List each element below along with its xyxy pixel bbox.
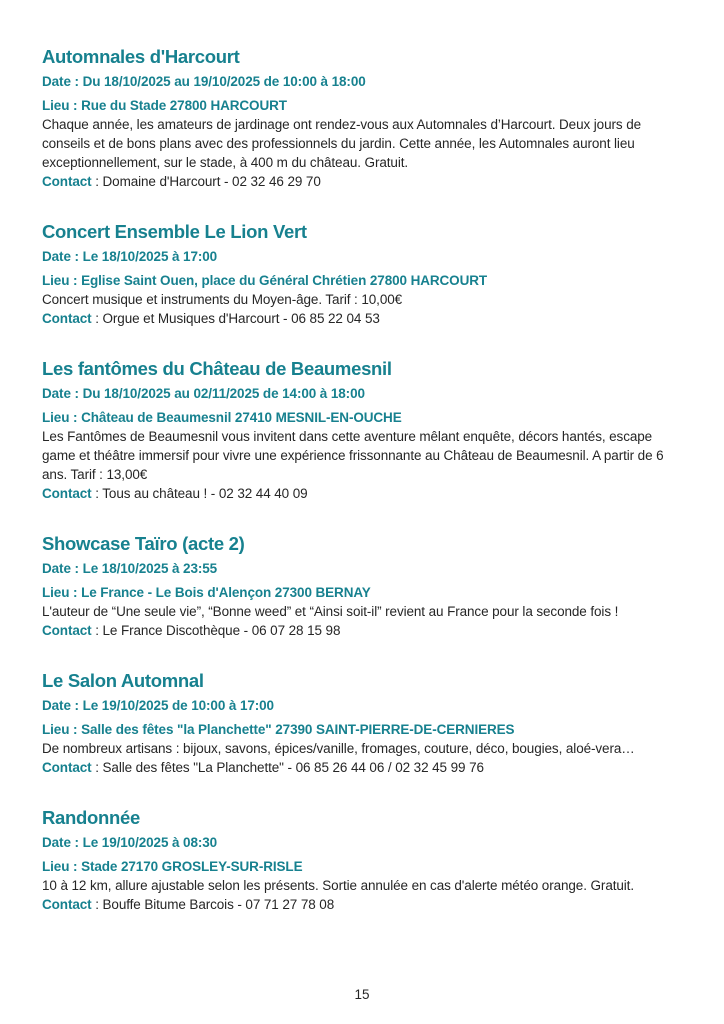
event-description: Les Fantômes de Beaumesnil vous invitent dans cette aventure mêlant enquête, décors hantés, escape game et théâtre immersif pour vivre une expérience frissonnante au Château de Beaumesnil. A partir de 6 ans. Tarif : 13,00€ [42, 429, 664, 482]
contact-value: Tous au château ! - 02 32 44 40 09 [102, 486, 308, 501]
lieu-label: Lieu [42, 859, 70, 874]
lieu-label: Lieu [42, 585, 70, 600]
event-contact [42, 758, 686, 777]
date-value: Du 18/10/2025 au 02/11/2025 de 14:00 à 18:00 [82, 386, 365, 401]
contact-label: Contact [42, 897, 92, 912]
event-contact [42, 484, 686, 503]
event-title: Automnales d'Harcourt [42, 46, 240, 67]
event-card [42, 670, 686, 777]
event-date [42, 559, 686, 578]
event-location [42, 408, 686, 427]
label-separator: : [70, 561, 83, 576]
event-contact [42, 172, 686, 191]
lieu-label: Lieu [42, 98, 70, 113]
date-value: Le 19/10/2025 de 10:00 à 17:00 [82, 698, 274, 713]
date-label: Date [42, 698, 71, 713]
label-separator: : [69, 859, 82, 874]
event-contact [42, 621, 686, 640]
contact-label: Contact [42, 760, 92, 775]
event-card [42, 358, 686, 503]
label-separator: : [70, 386, 83, 401]
date-label: Date [42, 835, 71, 850]
contact-label: Contact [42, 486, 92, 501]
event-title: Concert Ensemble Le Lion Vert [42, 221, 307, 242]
label-separator: : [91, 760, 103, 775]
event-date [42, 384, 686, 403]
date-label: Date [42, 74, 71, 89]
event-date [42, 72, 686, 91]
lieu-value: Le France - Le Bois d'Alençon 27300 BERNAY [81, 585, 371, 600]
event-title: Showcase Taïro (acte 2) [42, 533, 245, 554]
event-date [42, 696, 686, 715]
lieu-value: Eglise Saint Ouen, place du Général Chrétien 27800 HARCOURT [81, 273, 488, 288]
event-description: Concert musique et instruments du Moyen-âge. Tarif : 10,00€ [42, 292, 403, 307]
label-separator: : [70, 74, 83, 89]
label-separator: : [70, 698, 83, 713]
event-card [42, 807, 686, 914]
event-location [42, 720, 686, 739]
event-title: Randonnée [42, 807, 141, 828]
event-title: Le Salon Automnal [42, 670, 204, 691]
event-location [42, 857, 686, 876]
event-card [42, 533, 686, 640]
date-value: Le 18/10/2025 à 23:55 [82, 561, 218, 576]
contact-value: Le France Discothèque - 06 07 28 15 98 [102, 623, 341, 638]
label-separator: : [91, 897, 103, 912]
event-contact [42, 895, 686, 914]
date-label: Date [42, 249, 71, 264]
event-description: Chaque année, les amateurs de jardinage ont rendez-vous aux Automnales d’Harcourt. Deux jours de conseils et de bons plans avec des professionnels du jardin. Cette année, les Automnales auront lieu exceptionnellement, sur le stade, à 400 m du château. Gratuit. [42, 117, 642, 170]
label-separator: : [69, 98, 82, 113]
event-contact [42, 309, 686, 328]
contact-value: Salle des fêtes "La Planchette" - 06 85 26 44 06 / 02 32 45 99 76 [102, 760, 484, 775]
label-separator: : [70, 249, 83, 264]
event-date [42, 833, 686, 852]
contact-label: Contact [42, 311, 92, 326]
contact-value: Domaine d'Harcourt - 02 32 46 29 70 [102, 174, 321, 189]
event-description: De nombreux artisans : bijoux, savons, épices/vanille, fromages, couture, déco, bougies, aloé-vera… [42, 741, 635, 756]
date-value: Le 19/10/2025 à 08:30 [82, 835, 218, 850]
contact-value: Orgue et Musiques d'Harcourt - 06 85 22 04 53 [102, 311, 380, 326]
label-separator: : [91, 311, 103, 326]
label-separator: : [91, 486, 103, 501]
date-label: Date [42, 386, 71, 401]
label-separator: : [91, 174, 103, 189]
label-separator: : [69, 585, 82, 600]
label-separator: : [91, 623, 103, 638]
event-title: Les fantômes du Château de Beaumesnil [42, 358, 392, 379]
date-value: Du 18/10/2025 au 19/10/2025 de 10:00 à 18:00 [82, 74, 366, 89]
contact-label: Contact [42, 623, 92, 638]
lieu-value: Rue du Stade 27800 HARCOURT [81, 98, 287, 113]
contact-value: Bouffe Bitume Barcois - 07 71 27 78 08 [102, 897, 335, 912]
event-description: L'auteur de “Une seule vie”, “Bonne weed” et “Ainsi soit-il” revient au France pour la seconde fois ! [42, 604, 619, 619]
label-separator: : [69, 273, 82, 288]
lieu-value: Stade 27170 GROSLEY-SUR-RISLE [81, 859, 303, 874]
event-date [42, 247, 686, 266]
lieu-value: Château de Beaumesnil 27410 MESNIL-EN-OUCHE [81, 410, 402, 425]
date-value: Le 18/10/2025 à 17:00 [82, 249, 218, 264]
label-separator: : [69, 722, 82, 737]
page-number: 15 [354, 987, 370, 1002]
event-location [42, 96, 686, 115]
event-card [42, 221, 686, 328]
lieu-label: Lieu [42, 722, 70, 737]
lieu-value: Salle des fêtes "la Planchette" 27390 SAINT-PIERRE-DE-CERNIERES [81, 722, 515, 737]
contact-label: Contact [42, 174, 92, 189]
event-location [42, 271, 686, 290]
date-label: Date [42, 561, 71, 576]
lieu-label: Lieu [42, 273, 70, 288]
label-separator: : [70, 835, 83, 850]
event-card [42, 46, 686, 191]
label-separator: : [69, 410, 82, 425]
lieu-label: Lieu [42, 410, 70, 425]
event-description: 10 à 12 km, allure ajustable selon les présents. Sortie annulée en cas d'alerte météo orange. Gratuit. [42, 878, 634, 893]
event-location [42, 583, 686, 602]
